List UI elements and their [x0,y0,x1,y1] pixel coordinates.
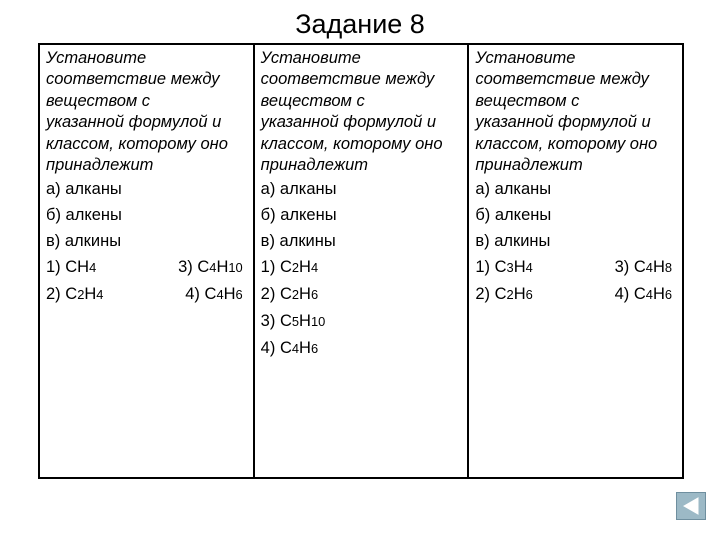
class-option: б) алкены [46,206,122,225]
class-option: а) алканы [260,180,337,199]
formula-item: 1) CH4 [46,258,97,277]
previous-slide-button[interactable] [676,492,706,520]
formula-row [261,281,464,308]
prompt-line: принадлежит [46,156,154,175]
task-prompt [46,48,249,176]
prompt-line: указанной формулой и [475,113,651,132]
prompt-line: Установите [475,49,576,67]
prompt-line: Установите [260,49,361,67]
prompt-line: классом, которому оно [475,134,658,153]
prompt-line: веществом с [260,91,365,110]
formula-item: 2) C2H6 [260,285,319,304]
formula-item: 4) C4H6 [260,339,319,358]
prompt-line: соответствие между [475,70,649,89]
prompt-line: соответствие между [46,70,220,89]
prompt-line: Установите [46,49,147,67]
class-option: в) алкины [475,232,551,251]
formula-item: 1) C2H4 [260,258,319,277]
prompt-line: принадлежит [260,156,369,175]
formula-item: 2) C2H4 [46,285,104,304]
formula-row [261,335,464,362]
formula-item: 4) C4H6 [614,285,673,304]
prompt-line: веществом с [46,91,151,110]
task-prompt [261,48,464,176]
task-prompt [475,48,678,176]
class-option: б) алкены [260,206,337,225]
prompt-line: принадлежит [475,156,583,175]
task-column-2 [255,45,470,477]
class-option: в) алкины [46,232,122,251]
formula-item: 1) C3H4 [475,258,533,277]
task-column-3 [469,45,682,477]
triangle-left-icon [681,497,701,515]
prompt-line: указанной формулой и [46,113,222,132]
class-option: б) алкены [475,206,552,225]
formula-row [261,308,464,335]
task-table [38,43,684,479]
prompt-line: указанной формулой и [260,113,437,132]
formula-row [261,254,464,281]
class-option: в) алкины [260,232,336,251]
formula-row [475,281,678,308]
formula-item: 3) C5H10 [260,312,326,331]
formula-item: 3) C4H10 [178,258,243,277]
formula-item: 2) C2H6 [475,285,533,304]
slide-title: Задание 8 [295,9,425,39]
class-option: а) алканы [475,180,552,199]
formula-row [46,254,249,281]
formula-item: 3) C4H8 [614,258,673,277]
prompt-line: классом, которому оно [46,134,228,153]
prompt-line: соответствие между [260,70,435,89]
formula-item: 4) C4H6 [185,285,243,304]
prompt-line: классом, которому оно [260,134,443,153]
formula-row [475,254,678,281]
prompt-line: веществом с [475,91,580,110]
class-option: а) алканы [46,180,122,199]
formula-row [46,281,249,308]
task-column-1 [40,45,255,477]
